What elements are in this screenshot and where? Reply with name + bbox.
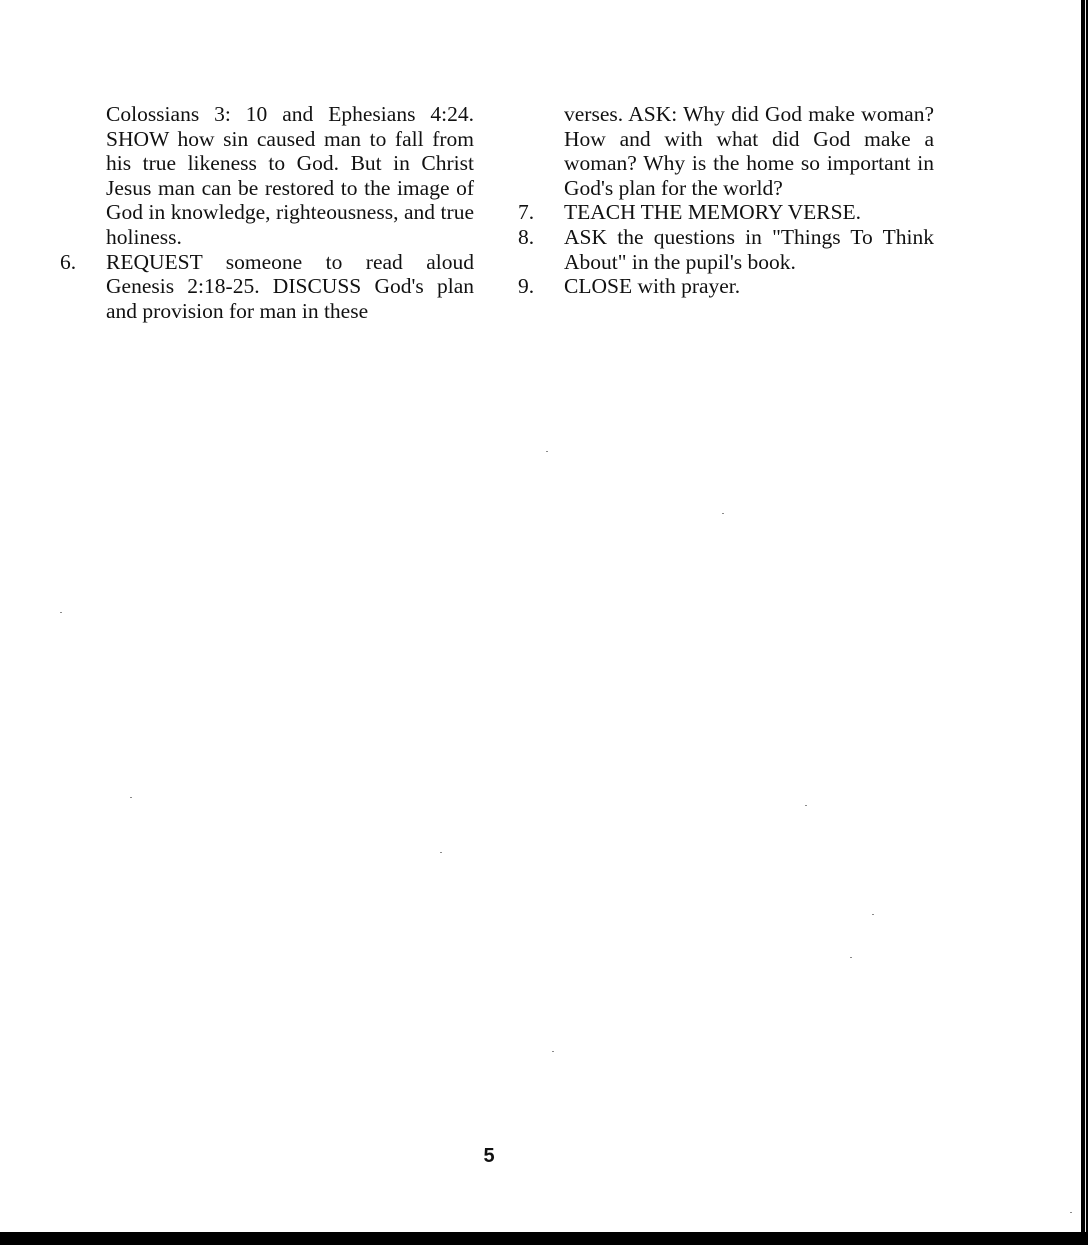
list-item-7 bbox=[518, 200, 934, 225]
scan-speck bbox=[130, 797, 132, 798]
page-bottom-edge bbox=[0, 1232, 1088, 1245]
item-text: TEACH THE MEMORY VERSE. bbox=[564, 200, 862, 225]
item-number: 9. bbox=[518, 274, 535, 299]
page-edge-shadow bbox=[1081, 0, 1088, 1245]
item-text: verses. ASK: Why did God make woman? How and with what did God make a woman? Why is the home so important in God's plan for the world? bbox=[564, 102, 934, 200]
scan-speck bbox=[805, 805, 807, 806]
right-column bbox=[518, 102, 934, 299]
item-number: 6. bbox=[60, 249, 77, 274]
list-item-continued bbox=[518, 102, 934, 200]
list-item-9 bbox=[518, 274, 934, 299]
item-number: 8. bbox=[518, 224, 535, 249]
scan-speck bbox=[872, 914, 874, 915]
scan-speck bbox=[1070, 1212, 1072, 1213]
item-text: REQUEST someone to read aloud Genesis 2:18-25. DISCUSS God's plan and provision for man in these bbox=[106, 249, 474, 323]
scan-speck bbox=[440, 852, 442, 853]
page-number: 5 bbox=[483, 1145, 495, 1167]
list-item-8 bbox=[518, 225, 934, 274]
scan-speck bbox=[60, 612, 62, 613]
item-text: ASK the questions in "Things To Think About" in the pupil's book. bbox=[564, 224, 934, 274]
item-number: 7. bbox=[518, 200, 535, 225]
left-column bbox=[60, 102, 474, 323]
list-item-continued bbox=[60, 102, 474, 250]
item-text: Colossians 3: 10 and Ephesians 4:24. SHOW how sin caused man to fall from his true likeness to God. But in Christ Jesus man can be restored to the image of God in knowledge, righteousness, and true holiness. bbox=[106, 102, 474, 249]
scan-speck bbox=[850, 957, 852, 958]
scan-speck bbox=[722, 513, 724, 514]
scan-speck bbox=[546, 451, 548, 452]
list-item-6 bbox=[60, 250, 474, 324]
scan-speck bbox=[552, 1051, 554, 1052]
item-text: CLOSE with prayer. bbox=[564, 274, 741, 299]
